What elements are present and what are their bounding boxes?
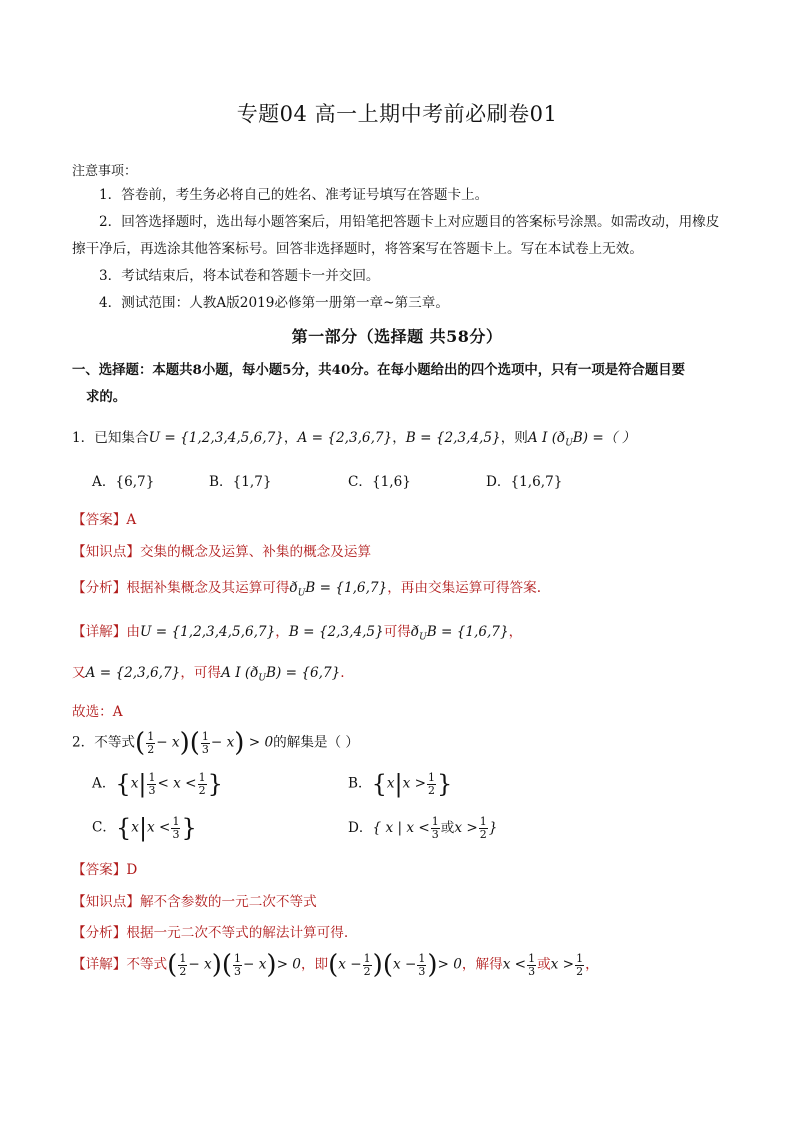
q1-option-b[interactable]: B．{1,7} [209,474,272,490]
notice-item-3: 3．考试结束后，将本试卷和答题卡一并交回。 [99,268,380,284]
q1-therefore: 故选：A [72,704,123,720]
q2-answer: 【答案】D [72,862,138,878]
q1-detail: 【详解】由U = {1,2,3,4,5,6,7}，B = {2,3,4,5}可得$ð_UB = \{1,6,7\}$， [72,624,523,643]
set-A: A = {2,3,6,7} [297,430,393,446]
q2-option-b[interactable]: B．{x|x > $\frac{1}{2}$ } [348,770,453,798]
q1-answer: 【答案】A [72,512,137,528]
notice-item-2: 2．回答选择题时，选出每小题答案后，用铅笔把答题卡上对应题目的答案标号涂黑。如需改动，用橡皮擦干净后，再选涂其他答案标号。回答非选择题时，将答案写在答题卡上。写在本试卷上无效。 [72,214,720,257]
question-2-stem: 2．不等式( $\frac{1}{2}$ − x)( $\frac{1}{3}$ − x) > 0的解集是（ ） [72,728,360,758]
set-U: U = {1,2,3,4,5,6,7} [148,430,284,446]
q2-detail: 【详解】不等式( $\frac{1}{2}$ − x)( $\frac{1}{3}$ − x)> 0，即(x − $\frac{1}{2}$ )(x − $\frac{1}{3}$ )> 0，解得x < $\frac{1}{3}$ 或x > $\frac{1}{2}$ ， [72,950,599,980]
q1-option-a[interactable]: A．{6,7} [92,474,155,490]
section-intro-line1: 一、选择题：本题共8小题，每小题5分，共40分。在每小题给出的四个选项中，只有一项是符合题目要 [72,362,686,378]
question-1-stem: 1．已知集合U = {1,2,3,4,5,6,7}，A = {2,3,6,7}，B = {2,3,4,5}，则A I $(ð_UB)$ =（ ） [72,430,636,449]
q1-option-d[interactable]: D．{1,6,7} [486,474,563,490]
q2-option-c[interactable]: C．{x|x < $\frac{1}{3}$ } [92,814,197,842]
q1-option-c[interactable]: C．{1,6} [348,474,411,490]
page-title: 专题04 高一上期中考前必刷卷01 [236,102,558,126]
section-intro [72,357,726,411]
q2-option-d[interactable]: D．{ x | x < $\frac{1}{3}$ 或x > $\frac{1}{2}$ } [348,815,498,841]
notice-item-1: 1．答卷前，考生务必将自己的姓名、准考证号填写在答题卡上。 [99,187,489,203]
part-title: 第一部分（选择题 共58分） [291,327,503,346]
question-number: 1． [72,430,95,446]
q1-analysis: 【分析】根据补集概念及其运算可得$ð_UB = \{1,6,7\}$，再由交集运算可得答案. [72,580,542,599]
q1-detail-2: 又A = {2,3,6,7}，可得A I $(ð_UB) = \{6,7\}$. [72,665,345,684]
q1-knowledge: 【知识点】交集的概念及运算、补集的概念及运算 [72,544,372,560]
q2-analysis: 【分析】根据一元二次不等式的解法计算可得. [72,925,349,941]
notice-heading: 注意事项： [72,164,138,179]
notice-item-4: 4．测试范围：人教A版2019必修第一册第一章~第三章。 [99,295,449,311]
q2-option-a[interactable]: A．{x| $\frac{1}{3}$ < x < $\frac{1}{2}$ } [92,770,223,798]
q2-knowledge: 【知识点】解不含参数的一元二次不等式 [72,894,317,910]
set-B: B = {2,3,4,5} [405,430,501,446]
question-number: 2． [72,734,95,751]
section-intro-line2: 求的。 [86,389,127,405]
